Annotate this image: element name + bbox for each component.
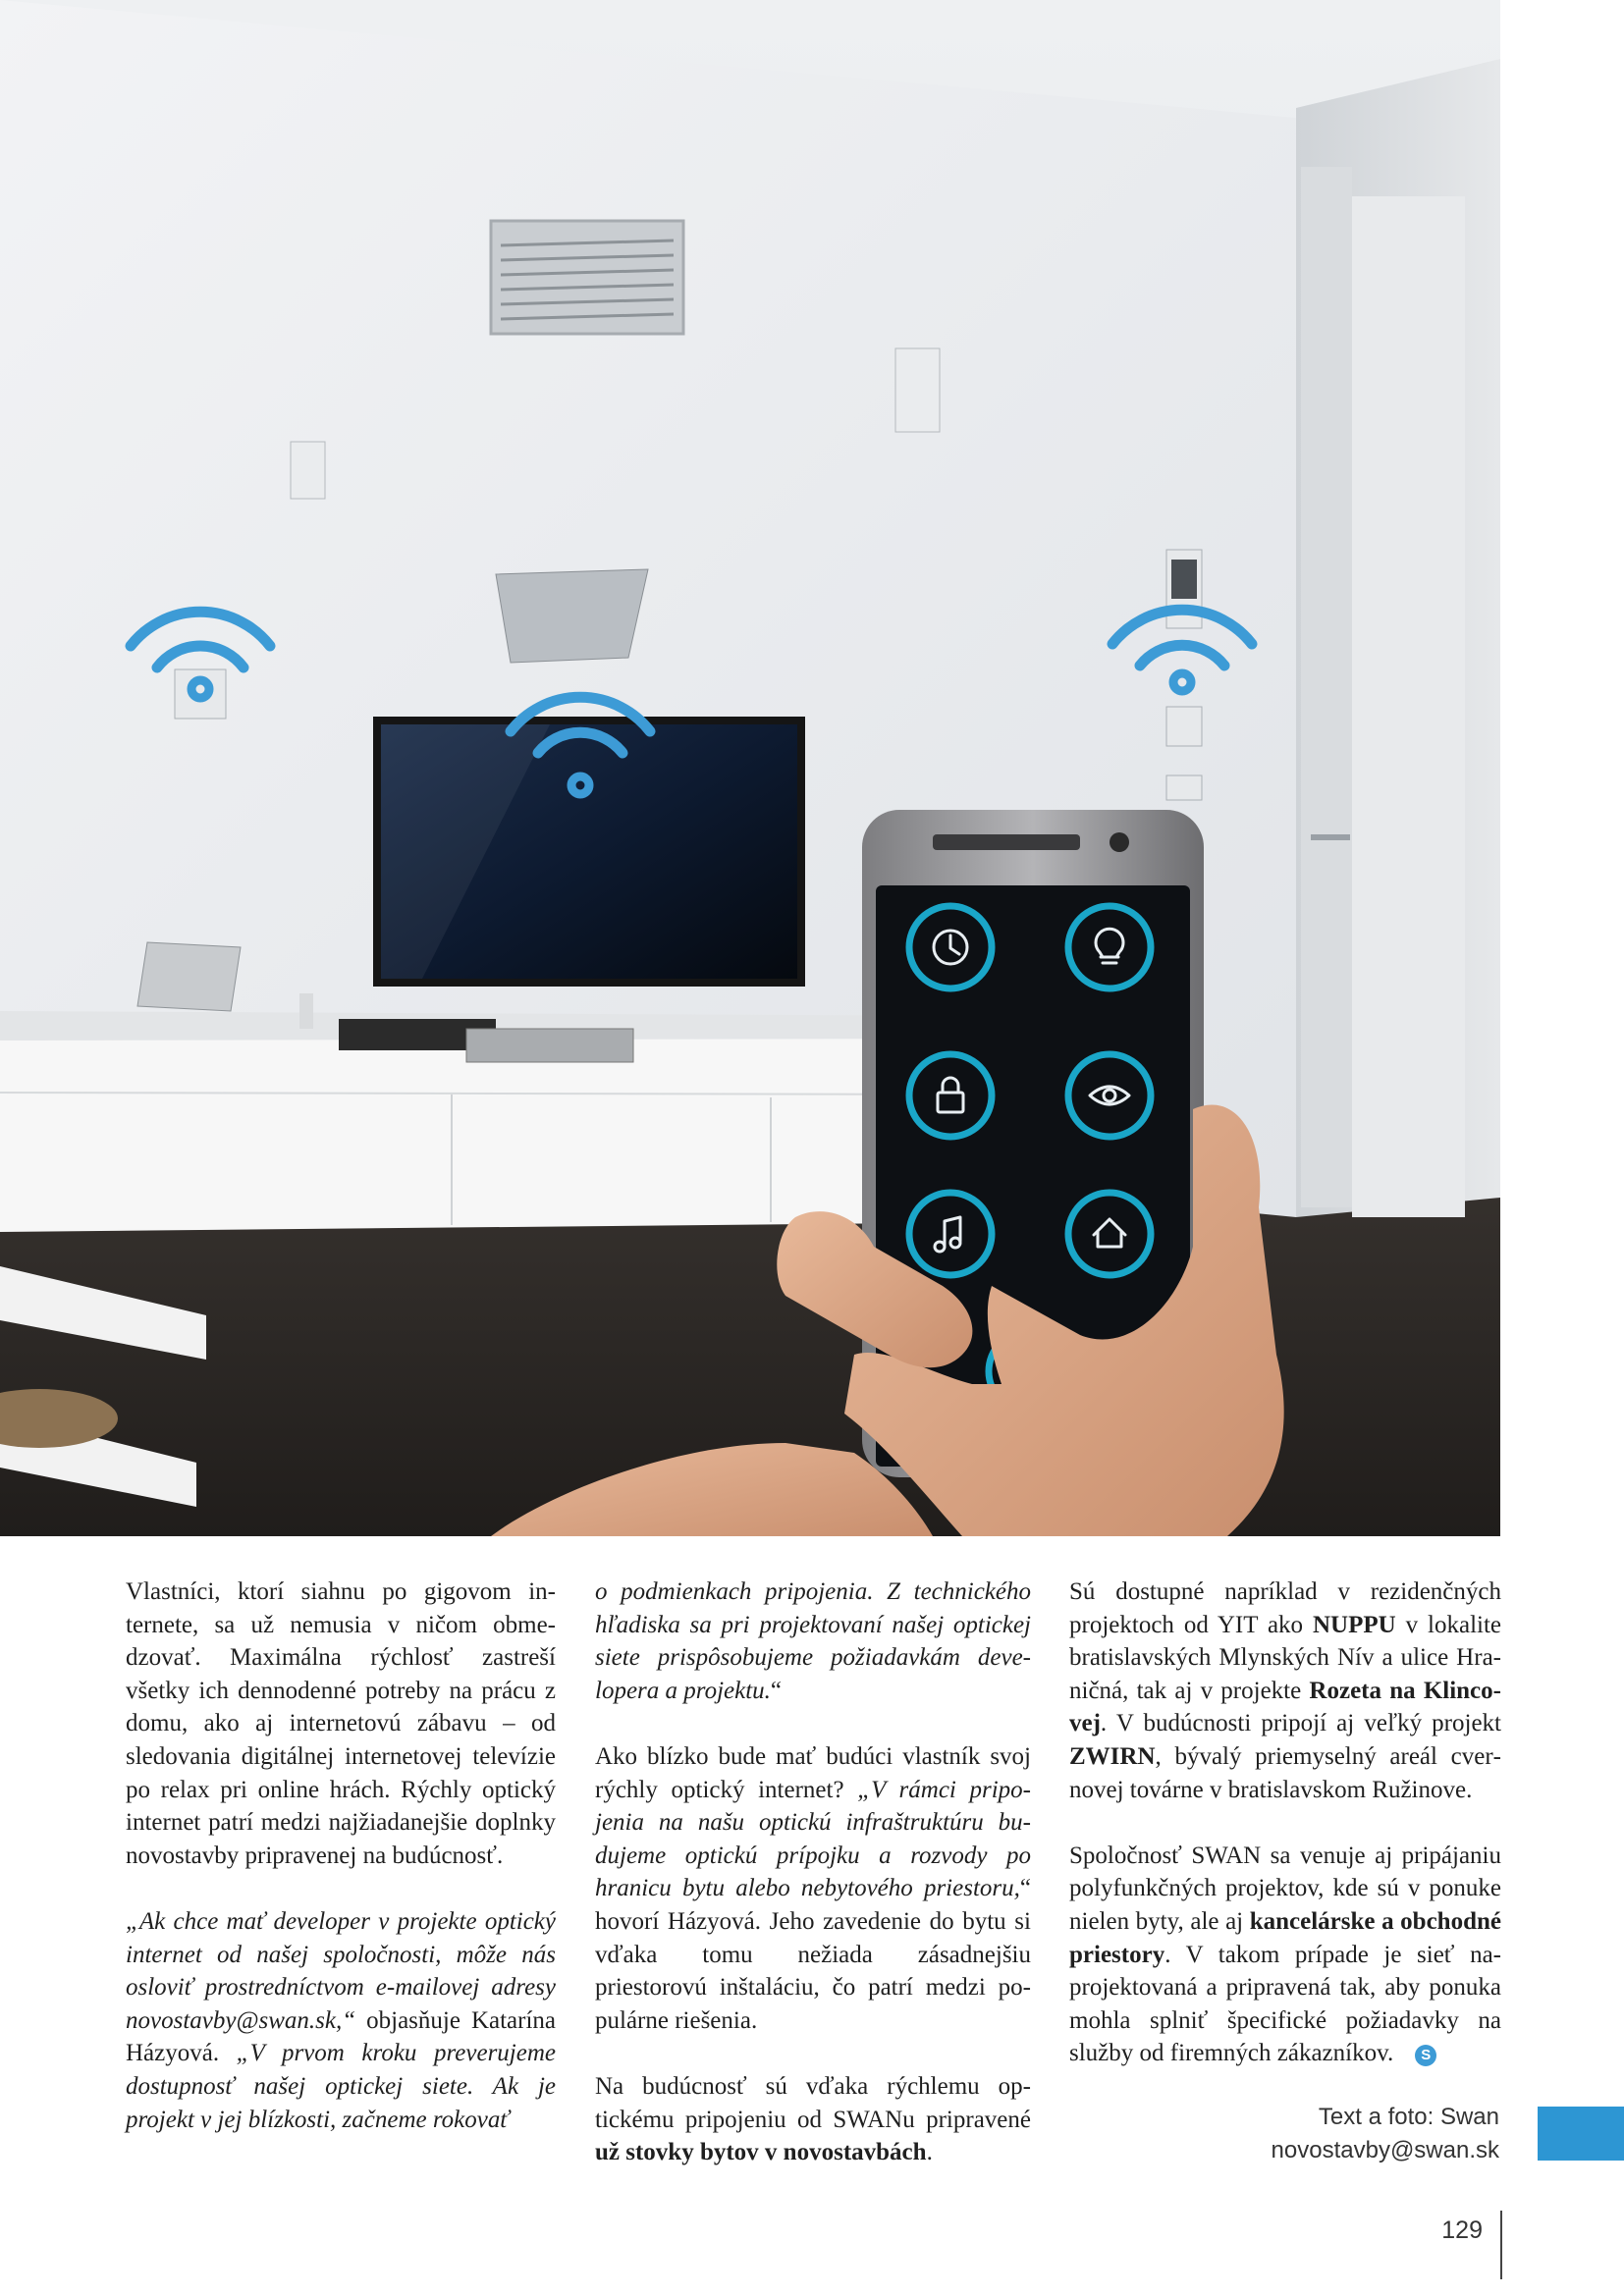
column-1 [126, 1575, 556, 2136]
col3-paragraph-2: Spoločnosť SWAN sa venuje aj pripájaniu polyfunkčných projektov, kde sú v ponuke nielen byty, ale aj kancelárske a obchodné priestory. V takom prípade je sieť naprojektovaná a pripravená tak, aby ponuka mohla splniť špecifické požiadavky na služby od firemných zákazníkov. S [1069, 1842, 1501, 2067]
col1-paragraph-2: „Ak chce mať developer v projekte optický internet od našej spoločnosti, môže nás osloviť prostredníctvom e-mailovej adresy novostavby@swan.sk,“ objasňuje Katarína Házyová. „V prvom kroku preverujeme dostupnosť našej optickej siete. Ak je projekt v jej blízkosti, začneme rokovať [126, 1907, 557, 2133]
credit-email: novostavby@swan.sk [1271, 2137, 1499, 2163]
col3-paragraph-1: Sú dostupné napríklad v rezidenčných projektoch od YIT ako NUPPU v lokalite bratislavských Mlynských Nív a ulice Hraničná, tak aj v projekte Rozeta na Klincovej. V budúcnosti pripojí aj veľký projekt ZWIRN, bývalý priemyselný areál cvernovej továrne v bratislavskom Ružinove. [1069, 1578, 1502, 1803]
col2-paragraph-1: o podmienkach pripojenia. Z technického hľadiska sa pri projektovaní našej optickej siete prispôsobujeme požiadavkám developera a projektu.“ [595, 1578, 1031, 1704]
col2-paragraph-2: Ako blízko bude mať budúci vlastník svoj rýchly optický internet? „V rámci pripojenia na našu optickú infraštruktúru budujeme optickú prípojku a rozvody po hranicu bytu alebo nebytového priestoru,“ hovorí Házyová. Jeho zavedenie do bytu si vďaka tomu nežiada zásadnejšiu priestorovú inštaláciu, čo patrí medzi populárne riešenia. [595, 1742, 1031, 2034]
page-number-rule [1500, 2211, 1502, 2279]
article-credit [1080, 2101, 1499, 2167]
section-tab [1538, 2107, 1624, 2161]
credit-text: Text a foto: Swan [1318, 2104, 1499, 2130]
column-2 [595, 1575, 1031, 2169]
col2-paragraph-3: Na budúcnosť sú vďaka rýchlemu optickému pripojeniu od SWANu pripravené už stovky bytov v novostavbách. [595, 2072, 1031, 2166]
column-3 [1069, 1575, 1501, 2070]
swan-end-mark-icon: S [1415, 2045, 1436, 2066]
col1-paragraph-1: Vlastníci, ktorí siahnu po gigovom internete, sa už nemusia v ničom obmedzovať. Maximálna rýchlosť zastreší všetky ich dennodenné potreby na prácu z domu, ako aj internetovú zábavu – od sledovania digitálnej internetovej televízie po relax pri online hrách. Rýchly optický internet patrí medzi najžiadanejšie doplnky novostavby pripravenej na budúcnosť. [126, 1578, 556, 1869]
page-number: 129 [1441, 2216, 1483, 2244]
